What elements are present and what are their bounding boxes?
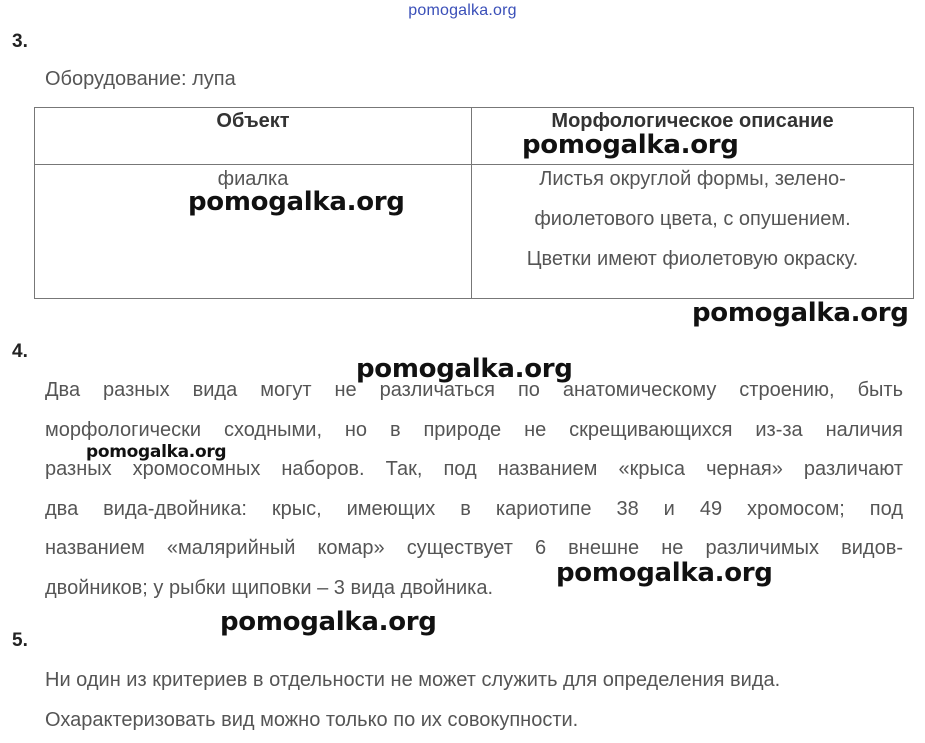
watermark: pomogalka.org — [692, 298, 909, 328]
morphology-table — [34, 107, 914, 299]
paragraph-line: два вида-двойника: крыс, имеющих в кариотипе 38 и 49 хромосом; под — [45, 497, 903, 520]
watermark: pomogalka.org — [220, 607, 437, 637]
description-line: Цветки имеют фиолетовую окраску. — [526, 248, 859, 270]
cell-object — [35, 165, 472, 299]
table-header-row — [35, 108, 914, 165]
section-4-paragraph — [45, 371, 903, 608]
watermark: pomogalka.org — [556, 558, 773, 588]
column-header-description: Морфологическое описание — [472, 108, 914, 165]
section-4-number: 4. — [12, 341, 28, 362]
paragraph-line: разных хромосомных наборов. Так, под названием «крыса черная» различают — [45, 458, 903, 480]
cell-description — [472, 165, 914, 299]
paragraph-line: названием «малярийный комар» существует 6 внешне не различимых видов- — [45, 537, 903, 559]
paragraph-line: Два разных вида могут не различаться по анатомическому строению, быть — [45, 379, 903, 401]
section-5-paragraph — [45, 661, 780, 740]
object-name: фиалка — [217, 168, 289, 190]
equipment-line: Оборудование: лупа — [45, 68, 236, 90]
table-row — [35, 165, 914, 299]
header-watermark: pomogalka.org — [408, 2, 517, 19]
paragraph-line: морфологически сходными, но в природе не скрещивающихся из-за наличия — [45, 418, 903, 441]
paragraph-line: двойников; у рыбки щиповки – 3 вида двойника. — [45, 576, 494, 599]
watermark: pomogalka.org — [356, 354, 573, 384]
paragraph-line: Охарактеризовать вид можно только по их совокупности. — [45, 708, 579, 731]
description-line: Листья округлой формы, зелено- — [539, 168, 846, 190]
section-3-number: 3. — [12, 31, 28, 52]
watermark: pomogalka.org — [522, 130, 739, 160]
watermark: pomogalka.org — [188, 187, 405, 217]
section-5-number: 5. — [12, 630, 28, 651]
description-line: фиолетового цвета, с опушением. — [534, 208, 851, 230]
watermark: pomogalka.org — [86, 442, 227, 462]
paragraph-line: Ни один из критериев в отдельности не может служить для определения вида. — [45, 669, 781, 691]
column-header-object: Объект — [35, 108, 472, 165]
